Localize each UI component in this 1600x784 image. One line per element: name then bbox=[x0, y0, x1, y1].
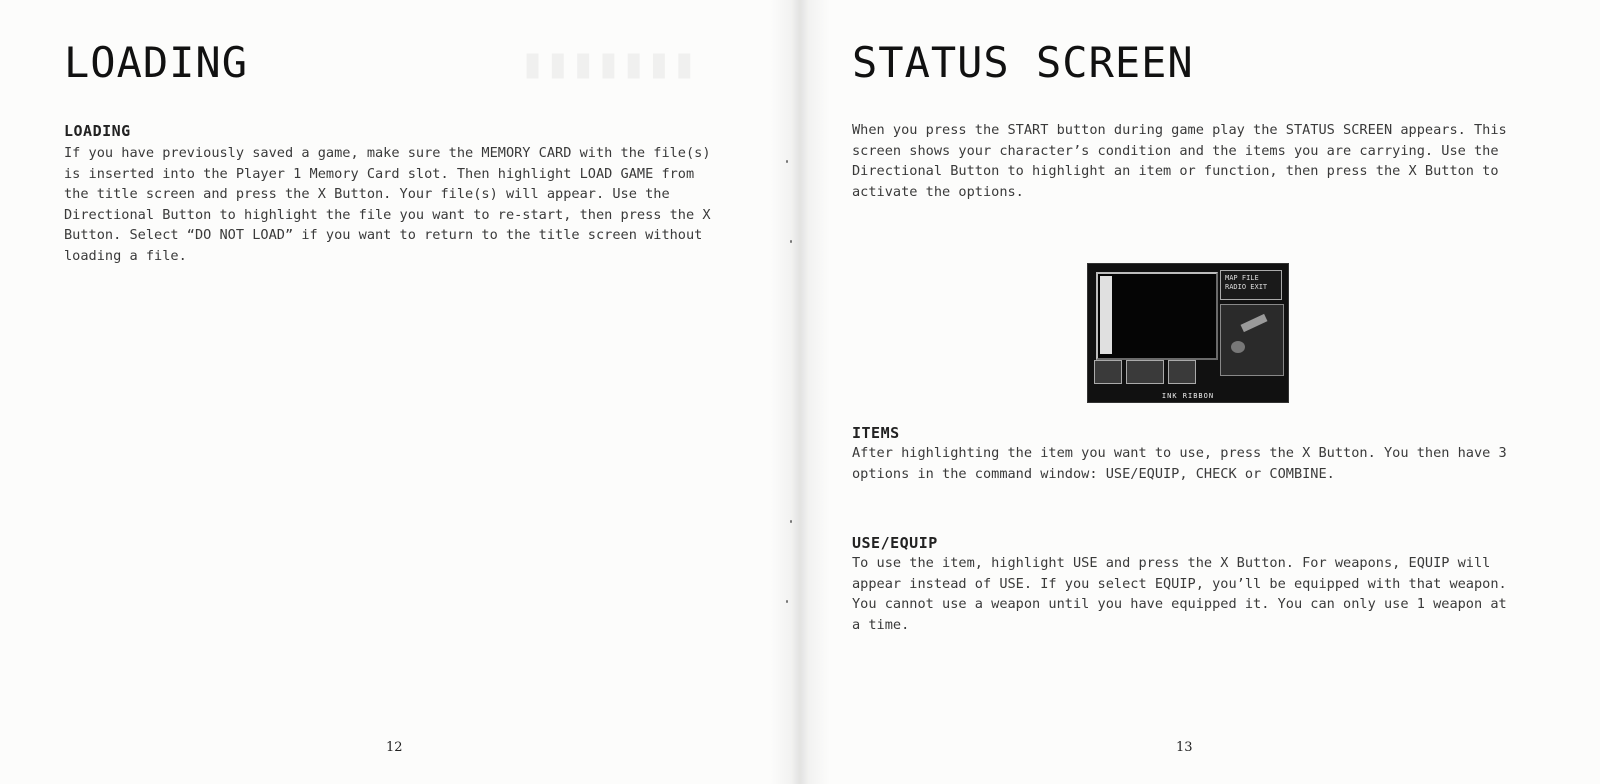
screenshot-caption: INK RIBBON bbox=[1161, 392, 1215, 400]
item-slot bbox=[1126, 360, 1164, 384]
items-paragraph: After highlighting the item you want to use, press the X Button. You then have 3 options in the command window: USE/EQUIP, CHECK or COMBINE. bbox=[852, 445, 1507, 482]
page-number: 12 bbox=[386, 740, 403, 755]
paper-speck bbox=[786, 600, 788, 603]
screenshot-menu-box bbox=[1220, 270, 1282, 300]
screenshot-viewport bbox=[1096, 272, 1218, 360]
screenshot-menu-line: MAP FILE bbox=[1225, 274, 1259, 282]
paper-speck bbox=[790, 240, 792, 243]
screenshot-item-slots bbox=[1094, 360, 1216, 384]
page-number: 13 bbox=[1176, 740, 1193, 755]
section-heading-loading: LOADING bbox=[64, 122, 131, 140]
page-title: LOADING bbox=[64, 38, 249, 87]
item-icon bbox=[1231, 341, 1245, 353]
paper-speck bbox=[786, 160, 788, 163]
handgun-icon bbox=[1241, 314, 1268, 332]
right-page bbox=[800, 0, 1600, 784]
section-heading-items: ITEMS bbox=[852, 424, 900, 442]
screenshot-menu-line: RADIO EXIT bbox=[1225, 283, 1268, 291]
screenshot-item-panel bbox=[1220, 304, 1284, 376]
bleed-through-title bbox=[520, 38, 697, 87]
paper-speck bbox=[790, 520, 792, 523]
use-equip-paragraph: To use the item, highlight USE and press the X Button. For weapons, EQUIP will appear instead of USE. If you select EQUIP, you’ll be equipped with that weapon. You cannot use a weapon until you have equipped it. You can only use 1 weapon at a time. bbox=[852, 555, 1507, 633]
item-slot bbox=[1168, 360, 1196, 384]
loading-paragraph: If you have previously saved a game, make sure the MEMORY CARD with the file(s) is inserted into the Player 1 Memory Card slot. Then highlight LOAD GAME from the title screen and press the X Button. Your file(s) will appear. Use the Directional Button to highlight the file you want to re-start, then press the X Button. Select “DO NOT LOAD” if you want to return to the title screen without loading a file. bbox=[64, 145, 711, 264]
page-title: STATUS SCREEN bbox=[852, 38, 1194, 87]
status-screen-screenshot bbox=[1087, 263, 1289, 403]
status-intro-paragraph: When you press the START button during game play the STATUS SCREEN appears. This screen shows your character’s condition and the items you are carrying. Use the Directional Button to highlight an item or function, then press the X Button to activate the options. bbox=[852, 122, 1507, 200]
portrait-slot bbox=[1094, 360, 1122, 384]
section-heading-use-equip: USE/EQUIP bbox=[852, 534, 938, 552]
